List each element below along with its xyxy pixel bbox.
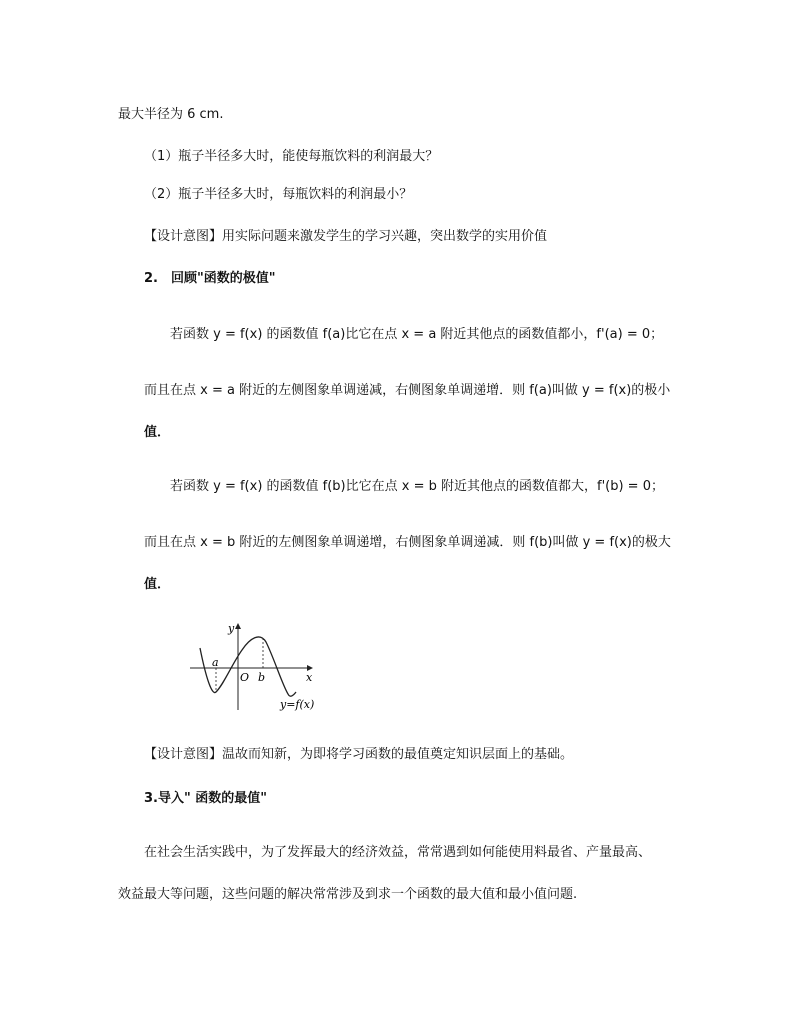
paragraph-line: 在社会生活实践中，为了发挥最大的经济效益，常常遇到如何能使用料最省、产量最高、 bbox=[144, 845, 652, 860]
paragraph-line: 而且在点 x = a 附近的左侧图象单调递减，右侧图象单调递增．则 f(a)叫做 y = f(x)的极小 bbox=[144, 383, 671, 398]
function-graph-svg bbox=[186, 618, 322, 716]
paragraph-line: 若函数 y = f(x) 的函数值 f(a)比它在点 x = a 附近其他点的函数值都小，f'(a) = 0； bbox=[170, 327, 664, 342]
curve-label: y=f(x) bbox=[280, 698, 315, 711]
x-axis-label: x bbox=[306, 671, 313, 684]
design-intent-line: 【设计意图】用实际问题来激发学生的学习兴趣，突出数学的实用价值 bbox=[144, 229, 548, 244]
design-intent-line: 【设计意图】温故而知新，为即将学习函数的最值奠定知识层面上的基础。 bbox=[144, 747, 574, 762]
paragraph-line: 而且在点 x = b 附近的左侧图象单调递增，右侧图象单调递减．则 f(b)叫做 y = f(x)的极大 bbox=[144, 535, 671, 550]
paragraph-line: 值． bbox=[144, 577, 171, 592]
paragraph-line: （1）瓶子半径多大时，能使每瓶饮料的利润最大？ bbox=[144, 149, 439, 164]
function-graph-figure bbox=[186, 618, 322, 716]
paragraph-line: 效益最大等问题，这些问题的解决常常涉及到求一个函数的最大值和最小值问题. bbox=[118, 887, 578, 902]
origin-label: O bbox=[240, 671, 250, 684]
y-axis-label: y bbox=[228, 622, 235, 635]
paragraph-line: 最大半径为 6 cm. bbox=[118, 107, 224, 122]
point-a-label: a bbox=[212, 656, 219, 669]
paragraph-line: 值． bbox=[144, 425, 171, 440]
section-heading: 3.导入" 函数的最值" bbox=[144, 791, 268, 806]
paragraph-line: （2）瓶子半径多大时，每瓶饮料的利润最小？ bbox=[144, 187, 413, 202]
section-heading: 2. 回顾"函数的极值" bbox=[144, 271, 276, 286]
point-b-label: b bbox=[258, 671, 266, 684]
paragraph-line: 若函数 y = f(x) 的函数值 f(b)比它在点 x = b 附近其他点的函数值都大，f'(b) = 0； bbox=[170, 479, 664, 494]
